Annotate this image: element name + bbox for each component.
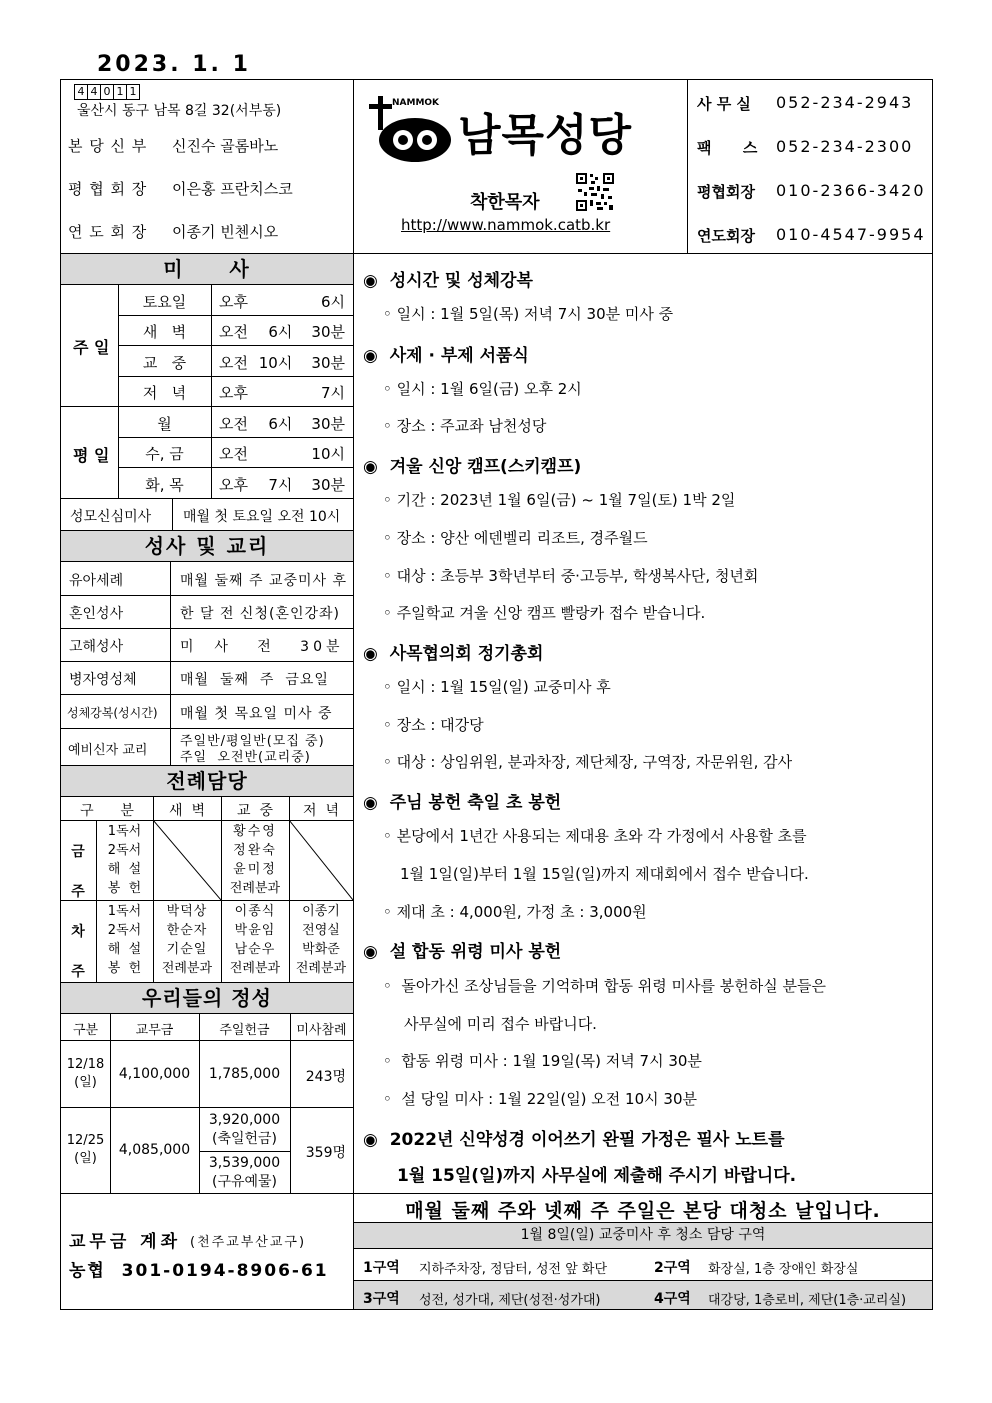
offering-week2-sunday-b: 3,539,000 (구유예물) xyxy=(208,1155,281,1190)
notice-7-title-cont: 1월 15일(일)까지 사무실에 제출해 주시기 바랍니다. xyxy=(397,1166,797,1186)
notice-6-item: ◦ 설 당일 미사 : 1월 22일(일) 오전 10시 30분 xyxy=(383,1090,697,1108)
council-name: 이은홍 프란치스코 xyxy=(172,180,293,198)
liturgy-next-week-evening: 이종기 전영실 박화준 전례분과 xyxy=(295,904,347,976)
mass-row-name: 교 중 xyxy=(142,354,187,372)
liturgy-next-week-gyojung: 이종식 박윤임 남순우 전례분과 xyxy=(229,904,281,976)
youth-label: 연 도 회 장 xyxy=(68,223,148,241)
sacrament-label: 혼인성사 xyxy=(69,606,124,622)
sacrament-value-2: 주일 오전반(교리중) xyxy=(180,750,311,765)
liturgy-this-week-gyojung: 황수영 정완숙 윤미정 전례분과 xyxy=(229,824,281,896)
next-week-label: 차 주 xyxy=(71,924,85,980)
sacrament-label: 유아세례 xyxy=(69,573,124,589)
mass-row-ampm: 오전 xyxy=(219,415,248,433)
notice-2-item: ◦ 일시 : 1월 6일(금) 오후 2시 xyxy=(383,380,582,398)
cleaning-zone: 4구역 xyxy=(654,1291,691,1307)
notice-6-item-cont: 사무실에 미리 접수 바랍니다. xyxy=(404,1015,597,1033)
mass-row-time: 10시 30분 xyxy=(258,354,345,372)
contact-office-label: 사 무 실 xyxy=(697,95,751,113)
pastor-name: 신진수 골롬바노 xyxy=(172,137,279,155)
notice-4-title: ◉ 사목협의회 정기총회 xyxy=(363,644,544,664)
notice-5-item: ◦ 제대 초 : 4,000원, 가정 초 : 3,000원 xyxy=(383,903,647,921)
notice-5-title: ◉ 주님 봉헌 축일 초 봉헌 xyxy=(363,793,562,813)
mass-row-time: 7시 30분 xyxy=(268,476,345,494)
sacrament-label: 병자영성체 xyxy=(69,672,137,688)
account-label: 교무금 계좌 xyxy=(69,1232,182,1252)
youth-name: 이종기 빈첸시오 xyxy=(172,223,279,241)
empty-cell-slash xyxy=(153,820,221,900)
empty-cell-slash xyxy=(289,820,353,900)
contact-youth-value: 010-4547-9954 xyxy=(776,225,926,244)
notice-1-item: ◦ 일시 : 1월 5일(목) 저녁 7시 30분 미사 중 xyxy=(383,305,674,323)
account-note: (천주교부산교구) xyxy=(190,1235,307,1250)
notice-1-title: ◉ 성시간 및 성체강복 xyxy=(363,271,533,291)
notice-6-item: ◦ 돌아가신 조상님들을 기억하며 합동 위령 미사를 봉헌하실 분들은 xyxy=(383,977,826,995)
mass-row-name: 수, 금 xyxy=(145,445,184,463)
mass-row-ampm: 오후 xyxy=(219,293,248,311)
cleaning-subtitle: 1월 8일(일) 교중미사 후 청소 담당 구역 xyxy=(354,1222,932,1249)
offering-week1-attendance: 243명 xyxy=(305,1069,346,1085)
offering-col-header: 미사참례 xyxy=(296,1023,347,1038)
mass-row-name: 화, 목 xyxy=(145,476,184,494)
notice-3-item: ◦ 기간 : 2023년 1월 6일(금) ~ 1월 7일(토) 1박 2일 xyxy=(383,491,736,509)
mass-row-ampm: 오전 xyxy=(219,323,248,341)
cleaning-zone: 3구역 xyxy=(363,1291,400,1307)
notice-bullet-icon: ◉ xyxy=(363,793,378,813)
notice-bullet-icon: ◉ xyxy=(363,457,378,477)
notice-3-title: ◉ 겨울 신앙 캠프(스키캠프) xyxy=(363,457,582,477)
mass-row-name: 토요일 xyxy=(142,293,187,311)
notice-4-item: ◦ 장소 : 대강당 xyxy=(383,716,484,734)
offering-week2-sunday-a: 3,920,000 (축일헌금) xyxy=(208,1112,281,1147)
cleaning-zone: 2구역 xyxy=(654,1260,691,1276)
offering-week2-due: 4,085,000 xyxy=(118,1142,191,1158)
notice-6-item: ◦ 합동 위령 미사 : 1월 19일(목) 저녁 7시 30분 xyxy=(383,1052,702,1070)
church-name: 남목성당 xyxy=(458,110,633,161)
liturgy-col-header: 새 벽 xyxy=(169,803,205,819)
notice-4-item: ◦ 일시 : 1월 15일(일) 교중미사 후 xyxy=(383,678,611,696)
contact-office-value: 052-234-2943 xyxy=(776,93,914,112)
contact-fax-value: 052-234-2300 xyxy=(776,137,914,156)
postcode: 4 4 0 1 1 xyxy=(74,84,140,100)
website-link[interactable]: http://www.nammok.catb.kr xyxy=(401,216,611,234)
offering-col-header: 주일헌금 xyxy=(219,1023,270,1038)
sacrament-label: 고해성사 xyxy=(69,639,124,655)
notice-bullet-icon: ◉ xyxy=(363,942,378,962)
cleaning-zone: 1구역 xyxy=(363,1260,400,1276)
notice-bullet-icon: ◉ xyxy=(363,644,378,664)
mass-row-name: 새 벽 xyxy=(142,323,187,341)
liturgy-col-header: 저 녁 xyxy=(303,803,339,819)
liturgy-col-header: 구 분 xyxy=(80,803,134,819)
cleaning-area: 대강당, 1층로비, 제단(1층·교리실) xyxy=(708,1293,907,1308)
contact-council-label: 평협회장 xyxy=(697,183,755,201)
contact-council-value: 010-2366-3420 xyxy=(776,181,926,200)
offering-week1-sunday: 1,785,000 xyxy=(208,1066,281,1082)
offering-week2-attendance: 359명 xyxy=(305,1145,346,1161)
mass-row-ampm: 오후 xyxy=(219,384,248,402)
sacrament-label: 예비신자 교리 xyxy=(68,743,148,758)
cleaning-title: 매월 둘째 주와 넷째 주 주일은 본당 대청소 날입니다. xyxy=(405,1200,881,1222)
address: 울산시 동구 남목 8길 32(서부동) xyxy=(77,103,282,119)
notice-2-item: ◦ 장소 : 주교좌 남천성당 xyxy=(383,417,547,435)
notice-3-item: ◦ 장소 : 양산 에덴벨리 리조트, 경주월드 xyxy=(383,529,648,547)
notice-bullet-icon: ◉ xyxy=(363,1130,378,1150)
sacrament-value: 한 달 전 신청(혼인강좌) xyxy=(180,606,340,622)
offering-col-header: 교무금 xyxy=(135,1023,174,1038)
notice-6-title: ◉ 설 합동 위령 미사 봉헌 xyxy=(363,942,562,962)
cleaning-area: 성전, 성가대, 제단(성전·성가대) xyxy=(419,1293,601,1308)
mass-row-name: 월 xyxy=(157,415,172,433)
notice-bullet-icon: ◉ xyxy=(363,346,378,366)
mass-row-time: 6시 30분 xyxy=(268,415,345,433)
sacraments-section-title: 성사 및 교리 xyxy=(61,530,353,562)
contact-fax-label: 팩 스 xyxy=(697,139,758,157)
sunday-label: 주 일 xyxy=(73,338,110,357)
notice-3-item: ◦ 대상 : 초등부 3학년부터 중·고등부, 학생복사단, 청년회 xyxy=(383,567,759,585)
offering-section-title: 우리들의 정성 xyxy=(61,982,353,1014)
mass-row-name: 저 녁 xyxy=(142,384,187,402)
mass-row-ampm: 오전 xyxy=(219,445,248,463)
heart-mass-label: 성모신심미사 xyxy=(70,509,152,525)
motto: 착한목자 xyxy=(470,192,540,213)
mass-row-ampm: 오전 xyxy=(219,354,248,372)
offering-week1-date: 12/18 (일) xyxy=(66,1057,105,1090)
weekday-label: 평 일 xyxy=(73,446,110,465)
account-number: 농협 301-0194-8906-61 xyxy=(69,1261,329,1281)
sacrament-value: 매월 둘째 주 금요일 xyxy=(180,672,329,688)
mass-row-time: 6시 30분 xyxy=(268,323,345,341)
notice-4-item: ◦ 대상 : 상임위원, 분과차장, 제단체장, 구역장, 자문위원, 감사 xyxy=(383,753,793,771)
sacrament-value: 매월 첫 목요일 미사 중 xyxy=(180,706,333,722)
liturgy-next-week-dawn: 박덕상 한순자 기순일 전례분과 xyxy=(161,904,213,976)
mass-row-time: 7시 xyxy=(320,384,345,402)
this-week-label: 금 주 xyxy=(71,844,85,900)
offering-week1-due: 4,100,000 xyxy=(118,1066,191,1082)
offering-week2-date: 12/25 (일) xyxy=(66,1133,105,1166)
sacrament-value: 매월 둘째 주 교중미사 후 xyxy=(180,573,348,589)
notice-7-title: ◉ 2022년 신약성경 이어쓰기 완필 가정은 필사 노트를 xyxy=(363,1130,785,1150)
mass-section-title: 미 사 xyxy=(61,253,353,285)
notice-bullet-icon: ◉ xyxy=(363,271,378,291)
council-label: 평 협 회 장 xyxy=(68,180,148,198)
bulletin-date: 2023. 1. 1 xyxy=(97,52,251,77)
contact-youth-label: 연도회장 xyxy=(697,227,755,245)
mass-row-time: 6시 xyxy=(320,293,345,311)
liturgy-section-title: 전례담당 xyxy=(61,765,353,797)
sacrament-value: 미 사 전 30분 xyxy=(180,639,344,655)
qr-code-icon xyxy=(575,172,615,212)
sacrament-label: 성체강복(성시간) xyxy=(67,706,158,720)
pastor-label: 본 당 신 부 xyxy=(68,137,148,155)
heart-mass-value: 매월 첫 토요일 오전 10시 xyxy=(183,509,341,525)
liturgy-roles-next-week: 1독서 2독서 해 설 봉 헌 xyxy=(107,904,142,976)
mass-row-ampm: 오후 xyxy=(219,476,248,494)
liturgy-col-header: 교 중 xyxy=(237,803,273,819)
cleaning-area: 화장실, 1층 장애인 화장실 xyxy=(708,1262,859,1277)
offering-col-header: 구분 xyxy=(72,1023,99,1038)
notice-2-title: ◉ 사제 · 부제 서품식 xyxy=(363,346,529,366)
notice-3-item: ◦ 주일학교 겨울 신앙 캠프 빨랑카 접수 받습니다. xyxy=(383,604,706,622)
notice-5-item: ◦ 본당에서 1년간 사용되는 제대용 초와 각 가정에서 사용할 초를 xyxy=(383,827,807,845)
liturgy-roles-this-week: 1독서 2독서 해 설 봉 헌 xyxy=(107,824,142,896)
sacrament-value: 주일반/평일반(모집 중) xyxy=(180,734,325,749)
mass-row-time: 10시 xyxy=(311,445,345,463)
cleaning-area: 지하주차장, 정담터, 성전 앞 화단 xyxy=(419,1262,608,1277)
notice-5-item-cont: 1월 1일(일)부터 1월 15일(일)까지 제대회에서 접수 받습니다. xyxy=(400,865,809,883)
logo-small-text: NAMMOK xyxy=(392,98,440,108)
